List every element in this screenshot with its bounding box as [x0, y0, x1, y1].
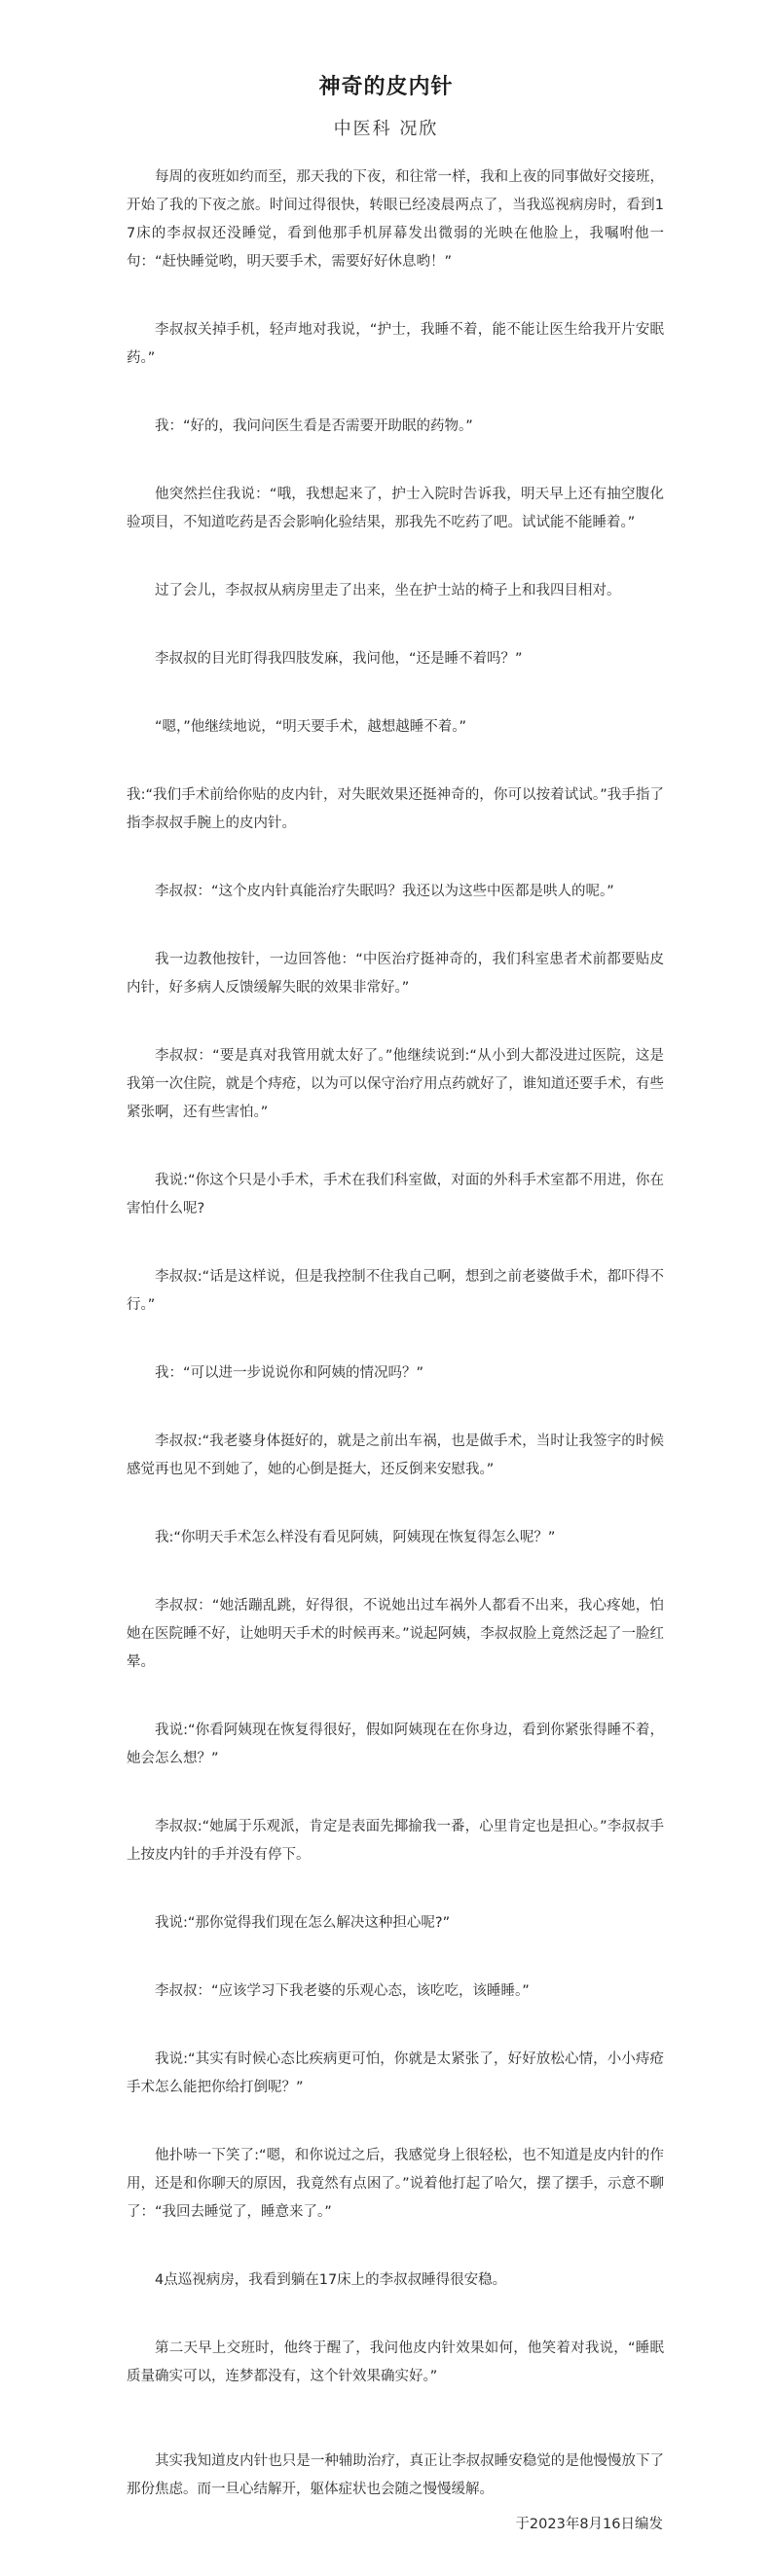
article-paragraph: 李叔叔：“这个皮内针真能治疗失眠吗？我还以为这些中医都是哄人的呢。”	[155, 884, 614, 899]
article-paragraph: 他扑哧一下笑了:“嗯，和你说过之后，我感觉身上很轻松，也不知道是皮内针的作用，还是和你聊天的原因，我竟然有点困了。”说着他打起了哈欠，摆了摆手，示意不聊了：“我回去睡觉了，睡意来了。”	[127, 2148, 664, 2220]
article-paragraph: 过了会儿，李叔叔从病房里走了出来，坐在护士站的椅子上和我四目相对。	[155, 583, 621, 599]
article-paragraph: 我说:“其实有时候心态比疾病更可怕，你就是太紧张了，好好放松心情，小小痔疮手术怎么能把你给打倒呢？”	[127, 2051, 664, 2095]
article-paragraph: 李叔叔:“话是这样说，但是我控制不住我自己啊，想到之前老婆做手术，都吓得不行。”	[127, 1269, 664, 1313]
article-body	[127, 163, 664, 2544]
article-paragraph: 李叔叔:“她属于乐观派，肯定是表面先揶揄我一番，心里肯定也是担心。”李叔叔手上按皮内针的手并没有停下。	[127, 1819, 664, 1863]
publish-date: 于2023年8月16日编发	[515, 2517, 663, 2532]
article-paragraph: 每周的夜班如约而至，那天我的下夜，和往常一样，我和上夜的同事做好交接班，开始了我的下夜之旅。时间过得很快，转眼已经凌晨两点了，当我巡视病房时，看到17床的李叔叔还没睡觉，看到他那手机屏幕发出微弱的光映在他脸上，我嘱咐他一句：“赶快睡觉哟，明天要手术，需要好好休息哟！”	[127, 169, 664, 270]
article-paragraph: 李叔叔：“应该学习下我老婆的乐观心态，该吃吃，该睡睡。”	[155, 1983, 530, 1999]
article-paragraph: 我：“可以进一步说说你和阿姨的情况吗？”	[155, 1365, 424, 1381]
article-paragraph: 4点巡视病房，我看到躺在17床上的李叔叔睡得很安稳。	[155, 2272, 507, 2288]
article-paragraph: 其实我知道皮内针也只是一种辅助治疗，真正让李叔叔睡安稳觉的是他慢慢放下了那份焦虑。而一旦心结解开，躯体症状也会随之慢慢缓解。	[127, 2453, 664, 2497]
article-paragraph: 我:“你明天手术怎么样没有看见阿姨，阿姨现在恢复得怎么呢？”	[155, 1530, 556, 1545]
article-paragraph: 我说:“你看阿姨现在恢复得很好，假如阿姨现在在你身边，看到你紧张得睡不着，她会怎么想？”	[127, 1723, 664, 1766]
article-paragraph: “嗯，”他继续地说，“明天要手术，越想越睡不着。”	[155, 719, 467, 735]
article-paragraph: 我：“好的，我问问医生看是否需要开助眠的药物。”	[155, 418, 473, 434]
article-paragraph: 李叔叔：“她活蹦乱跳，好得很，不说她出过车祸外人都看不出来，我心疼她，怕她在医院睡不好，让她明天手术的时候再来。”说起阿姨，李叔叔脸上竟然泛起了一脸红晕。	[127, 1598, 664, 1670]
article-paragraph: 李叔叔:“我老婆身体挺好的，就是之前出车祸，也是做手术，当时让我签字的时候感觉再也见不到她了，她的心倒是挺大，还反倒来安慰我。”	[127, 1433, 664, 1477]
article-paragraph: 我:“我们手术前给你贴的皮内针，对失眠效果还挺神奇的，你可以按着试试。”我手指了指李叔叔手腕上的皮内针。	[127, 787, 664, 831]
article-paragraph: 我说:“你这个只是小手术，手术在我们科室做，对面的外科手术室都不用进，你在害怕什么呢?	[127, 1173, 664, 1216]
article-paragraph: 李叔叔关掉手机，轻声地对我说，“护士，我睡不着，能不能让医生给我开片安眠药。”	[127, 322, 664, 366]
article-title: 神奇的皮内针	[318, 74, 454, 99]
article-paragraph: 我一边教他按针，一边回答他：“中医治疗挺神奇的，我们科室患者术前都要贴皮内针，好多病人反馈缓解失眠的效果非常好。”	[127, 952, 664, 996]
article-paragraph: 他突然拦住我说：“哦，我想起来了，护士入院时告诉我，明天早上还有抽空腹化验项目，不知道吃药是否会影响化验结果，那我先不吃药了吧。试试能不能睡着。”	[127, 487, 664, 530]
article-paragraph: 李叔叔的目光盯得我四肢发麻，我问他，“还是睡不着吗？”	[155, 651, 523, 667]
article-paragraph: 李叔叔：“要是真对我管用就太好了。”他继续说到:“从小到大都没进过医院，这是我第一次住院，就是个痔疮，以为可以保守治疗用点药就好了，谁知道还要手术，有些紧张啊，还有些害怕。”	[127, 1048, 664, 1120]
article-paragraph: 我说:“那你觉得我们现在怎么解决这种担心呢?”	[155, 1915, 451, 1931]
article-byline: 中医科 况欣	[333, 119, 439, 139]
article-paragraph: 第二天早上交班时，他终于醒了，我问他皮内针效果如何，他笑着对我说，“睡眠质量确实可以，连梦都没有，这个针效果确实好。”	[127, 2340, 664, 2384]
